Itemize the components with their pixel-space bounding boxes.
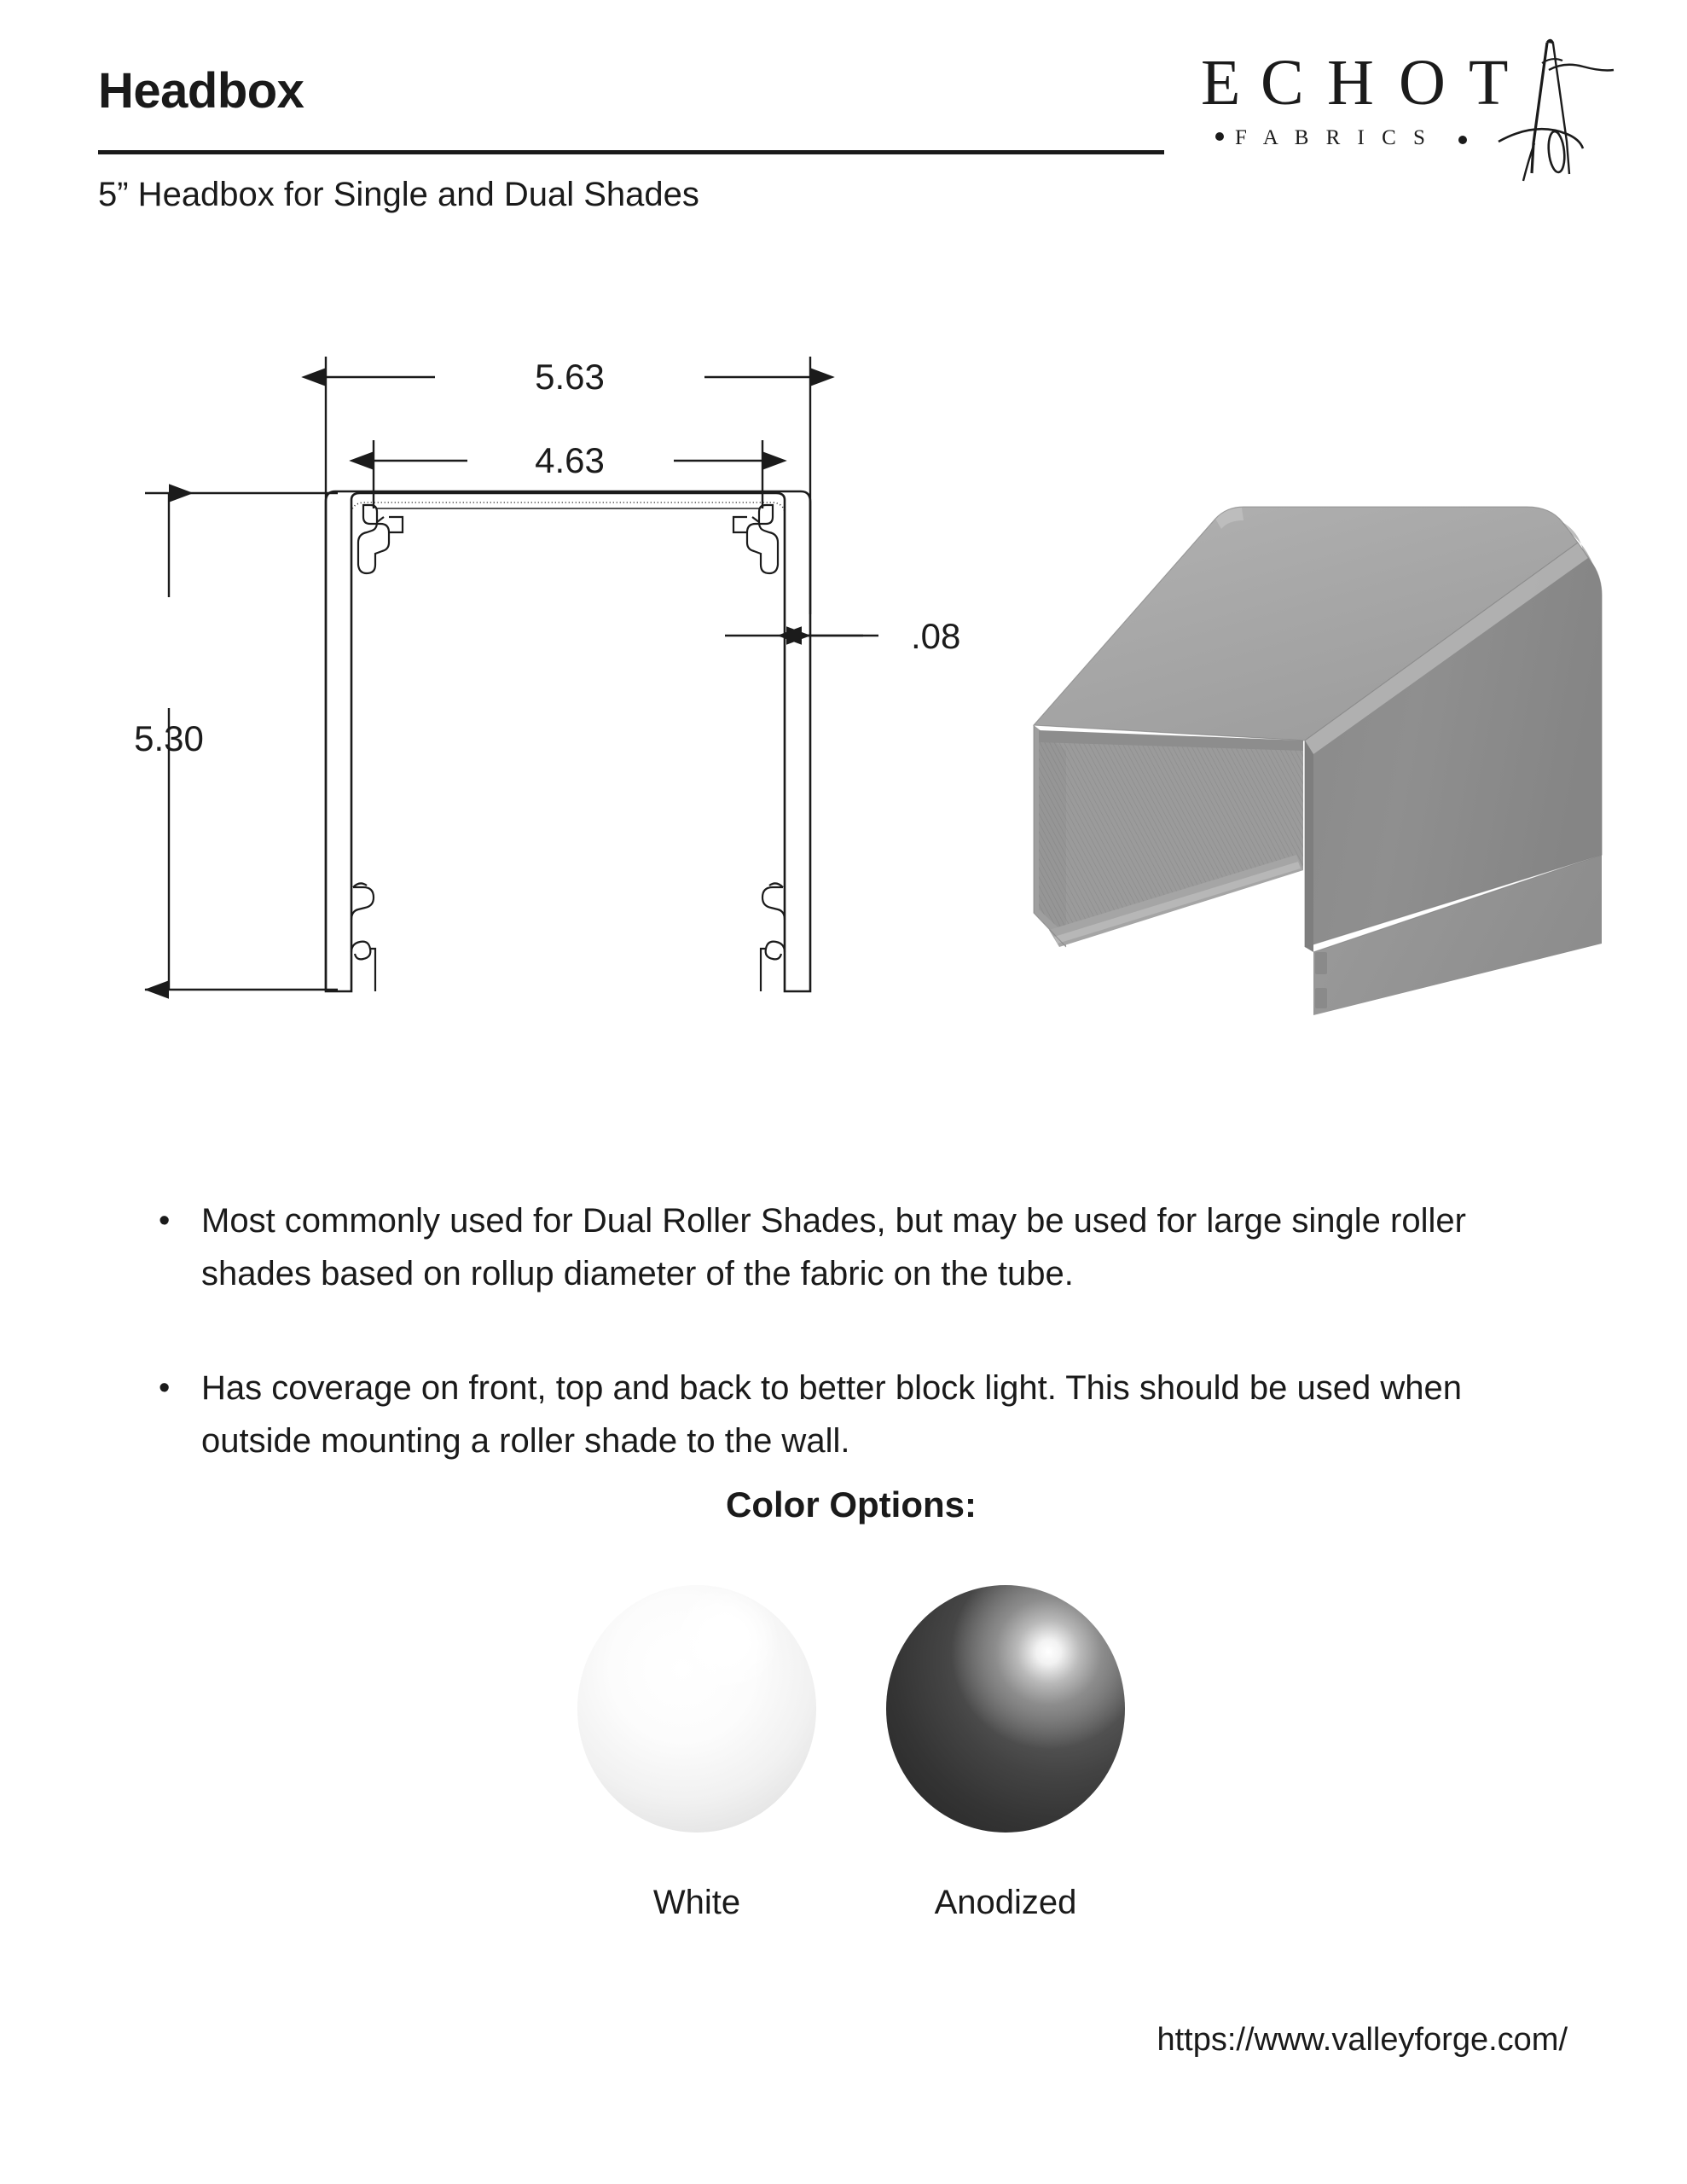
feature-text: Has coverage on front, top and back to better block light. This should be used when outside mounting a roller shade to the wall. [201,1369,1462,1460]
hook-bottom-left [351,942,375,991]
logo-letter-h: H [1327,47,1374,119]
logo-letter-t: T [1469,47,1509,119]
logo-tagline: F A B R I C S [1235,126,1431,149]
logo-letter-e: E [1201,47,1241,119]
echota-fabrics-logo [1194,32,1638,182]
bullet-marker: • [159,1203,171,1239]
page-title: Headbox [98,63,304,119]
color-options-heading: Color Options: [726,1484,977,1525]
logo-right-dot [1458,136,1467,144]
anodized-sphere [886,1585,1125,1833]
feature-text: Most commonly used for Dual Roller Shades, but may be used for large single roller shades based on rollup diameter of the fabric on the tube. [201,1202,1466,1292]
logo-left-dot [1215,132,1224,141]
title-divider [98,150,1164,154]
render-skirt-inner-edge [1305,741,1313,952]
logo-letter-o: O [1399,47,1446,119]
needle-and-thread-icon [1499,40,1614,181]
color-swatch-anodized[interactable] [878,1585,1133,1922]
headbox-3d-render [1015,469,1629,1015]
hook-lower-left [351,883,374,920]
feature-list [152,1194,1551,1529]
list-item [152,1362,1551,1467]
headbox-solid-body [1034,507,1602,1015]
dimension-label-wall-thickness: .08 [911,616,961,656]
color-swatch-row [0,1585,1687,1922]
headbox-cross-section-drawing [128,341,998,1041]
profile-inner-skin [351,502,785,512]
hook-lower-right [762,883,785,920]
color-options-section [0,1484,1687,1922]
dimension-label-inner-width: 4.63 [535,440,605,480]
clip-upper-right [733,505,778,573]
dimension-label-overall-width: 5.63 [535,357,605,397]
swatch-label: White [652,1884,741,1921]
profile-outer-wall [326,491,810,991]
dimension-label-overall-height: 5.30 [134,718,204,758]
swatch-label: Anodized [934,1884,1077,1921]
logo-letter-c: C [1261,47,1304,119]
bullet-marker: • [159,1370,171,1406]
list-item [152,1194,1551,1300]
white-sphere [577,1585,816,1833]
website-url-link[interactable]: https://www.valleyforge.com/ [1157,2022,1568,2058]
page-subtitle: 5” Headbox for Single and Dual Shades [98,176,699,213]
hook-bottom-right [761,942,785,991]
clip-upper-left [358,505,403,573]
color-swatch-white[interactable] [569,1585,825,1922]
page-header [0,0,1687,247]
